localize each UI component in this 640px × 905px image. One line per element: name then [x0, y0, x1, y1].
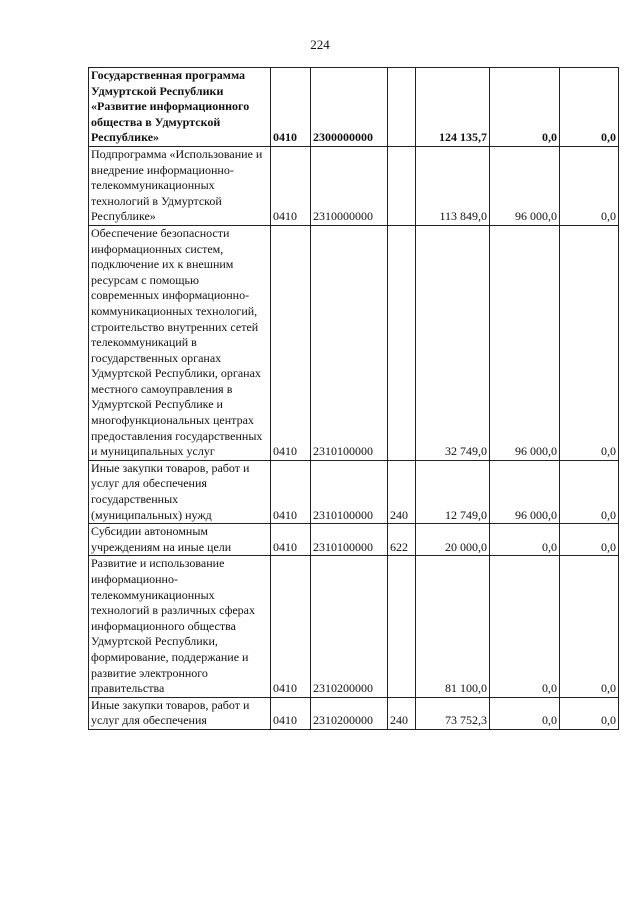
- row-name: Иные закупки товаров, работ и услуг для обеспечения: [89, 697, 271, 729]
- expense-type-code: 240: [388, 697, 416, 729]
- expense-type-code: [388, 556, 416, 697]
- row-name: Подпрограмма «Использование и внедрение информационно-телекоммуникационных технологий в Удмуртской Республике»: [89, 146, 271, 225]
- budget-table: [88, 67, 619, 730]
- table-row: [89, 225, 619, 460]
- section-code: 0410: [271, 460, 311, 523]
- amount-1: 113 849,0: [416, 146, 490, 225]
- table-row: [89, 460, 619, 523]
- row-name: Обеспечение безопасности информационных систем, подключение их к внешним ресурсам с помощью современных информационно-коммуникационных технологий, строительство внутренних сетей телекоммуникаций в государственных органах Удмуртской Республики, органах местного самоуправления в Удмуртской Республике и многофункциональных центрах предоставления государственных и муниципальных услуг: [89, 225, 271, 460]
- amount-2: 0,0: [490, 697, 560, 729]
- amount-1: 124 135,7: [416, 68, 490, 147]
- section-code: 0410: [271, 524, 311, 556]
- row-name: Государственная программа Удмуртской Республики «Развитие информационного общества в Удмуртской Республике»: [89, 68, 271, 147]
- row-name: Субсидии автономным учреждениям на иные цели: [89, 524, 271, 556]
- expense-type-code: [388, 68, 416, 147]
- target-article-code: 2310100000: [311, 524, 388, 556]
- expense-type-code: [388, 146, 416, 225]
- section-code: 0410: [271, 697, 311, 729]
- target-article-code: 2300000000: [311, 68, 388, 147]
- table-row: [89, 68, 619, 147]
- row-name: Иные закупки товаров, работ и услуг для обеспечения государственных (муниципальных) нужд: [89, 460, 271, 523]
- amount-2: 0,0: [490, 68, 560, 147]
- amount-3: 0,0: [560, 68, 619, 147]
- amount-1: 20 000,0: [416, 524, 490, 556]
- amount-2: 96 000,0: [490, 460, 560, 523]
- table-row: [89, 556, 619, 697]
- page-number: 224: [310, 37, 330, 52]
- section-code: 0410: [271, 68, 311, 147]
- amount-2: 0,0: [490, 524, 560, 556]
- amount-1: 12 749,0: [416, 460, 490, 523]
- section-code: 0410: [271, 225, 311, 460]
- expense-type-code: 240: [388, 460, 416, 523]
- table-row: [89, 524, 619, 556]
- target-article-code: 2310100000: [311, 460, 388, 523]
- row-name: Развитие и использование информационно-телекоммуникационных технологий в различных сферах информационного общества Удмуртской Республики, формирование, поддержание и развитие электронного правительства: [89, 556, 271, 697]
- amount-3: 0,0: [560, 146, 619, 225]
- amount-2: 96 000,0: [490, 146, 560, 225]
- amount-1: 32 749,0: [416, 225, 490, 460]
- target-article-code: 2310200000: [311, 697, 388, 729]
- expense-type-code: 622: [388, 524, 416, 556]
- amount-3: 0,0: [560, 556, 619, 697]
- amount-2: 96 000,0: [490, 225, 560, 460]
- table-row: [89, 146, 619, 225]
- target-article-code: 2310200000: [311, 556, 388, 697]
- amount-3: 0,0: [560, 524, 619, 556]
- target-article-code: 2310000000: [311, 146, 388, 225]
- amount-3: 0,0: [560, 460, 619, 523]
- target-article-code: 2310100000: [311, 225, 388, 460]
- amount-3: 0,0: [560, 697, 619, 729]
- amount-3: 0,0: [560, 225, 619, 460]
- section-code: 0410: [271, 556, 311, 697]
- amount-2: 0,0: [490, 556, 560, 697]
- section-code: 0410: [271, 146, 311, 225]
- expense-type-code: [388, 225, 416, 460]
- amount-1: 73 752,3: [416, 697, 490, 729]
- amount-1: 81 100,0: [416, 556, 490, 697]
- table-row: [89, 697, 619, 729]
